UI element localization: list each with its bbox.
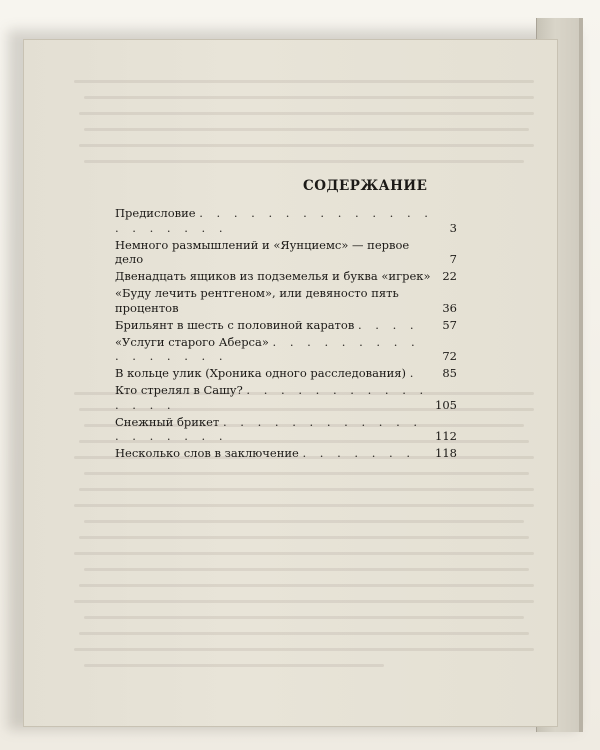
show-through-line	[74, 80, 534, 83]
page-edge-strip	[579, 18, 583, 732]
show-through-line	[79, 488, 534, 491]
toc-entry-title: Двенадцать ящиков из подземелья и буква «игрек»	[115, 269, 431, 283]
toc-leader-dots: .	[409, 366, 419, 380]
toc-leader-dots: . . . . . . . . . . . . . . . . . . . . .	[115, 206, 433, 235]
toc-entry-page: 85	[442, 366, 457, 380]
toc-entry-page: 57	[442, 317, 457, 332]
toc-entry-page: 7	[449, 252, 457, 266]
toc-entry-page: 36	[442, 300, 457, 315]
toc-entry-title: Брильянт в шесть с половиной каратов	[115, 317, 355, 332]
show-through-line	[74, 504, 534, 507]
toc-entry-page: 3	[449, 220, 457, 235]
toc-heading: СОДЕРЖАНИЕ	[303, 178, 428, 194]
toc-entry-page: 105	[435, 397, 457, 412]
toc-entry	[115, 318, 457, 333]
toc-entry-page: 22	[442, 269, 457, 283]
toc-entry-page: 118	[435, 446, 457, 460]
toc-entry	[115, 415, 457, 444]
toc-entry-title: Снежный брикет	[115, 414, 220, 429]
show-through-line	[84, 616, 524, 619]
toc-entry-page: 72	[442, 349, 457, 363]
table-of-contents	[115, 206, 457, 463]
toc-leader-dots: . . . . . . . . . . . . . . . . . . .	[115, 414, 423, 443]
toc-entry-title: Кто стрелял в Сашу?	[115, 383, 243, 397]
show-through-line	[84, 160, 524, 163]
toc-leader-dots: . . . . . . .	[302, 446, 416, 460]
show-through-line	[84, 664, 384, 667]
show-through-line	[79, 632, 529, 635]
toc-entry-title: Несколько слов в заключение	[115, 446, 299, 460]
show-through-line	[84, 96, 534, 99]
show-through-line	[79, 584, 534, 587]
toc-entry	[115, 383, 457, 412]
toc-entry	[115, 446, 457, 461]
toc-entry-title: «Услуги старого Аберса»	[115, 334, 269, 349]
show-through-line	[74, 600, 534, 603]
toc-entry-page: 112	[435, 429, 457, 443]
toc-entry	[115, 238, 457, 267]
show-through-line	[79, 112, 534, 115]
toc-entry-title: В кольце улик (Хроника одного расследования)	[115, 366, 407, 380]
toc-entry	[115, 269, 457, 284]
show-through-line	[74, 552, 534, 555]
toc-entry-title: Немного размышлений и «Яунциемс» — первое дело	[115, 237, 410, 266]
toc-entry-title: Предисловие	[115, 206, 196, 220]
toc-entry-title: «Буду лечить рентгеном», или девяносто пять процентов	[115, 286, 399, 315]
show-through-line	[74, 648, 534, 651]
toc-entry	[115, 366, 457, 381]
show-through-line	[79, 536, 529, 539]
toc-entry	[115, 206, 457, 235]
toc-leader-dots: . . . . . . . . . . . . . . .	[115, 383, 429, 412]
show-through-line	[84, 472, 529, 475]
toc-leader-dots: . . . . . . . . . . . . . . . .	[115, 334, 420, 363]
toc-entry	[115, 286, 457, 315]
toc-entry	[115, 335, 457, 364]
toc-leader-dots: . . . .	[357, 317, 419, 332]
show-through-line	[84, 128, 529, 131]
show-through-line	[84, 568, 529, 571]
show-through-line	[79, 144, 534, 147]
show-through-line	[84, 520, 524, 523]
